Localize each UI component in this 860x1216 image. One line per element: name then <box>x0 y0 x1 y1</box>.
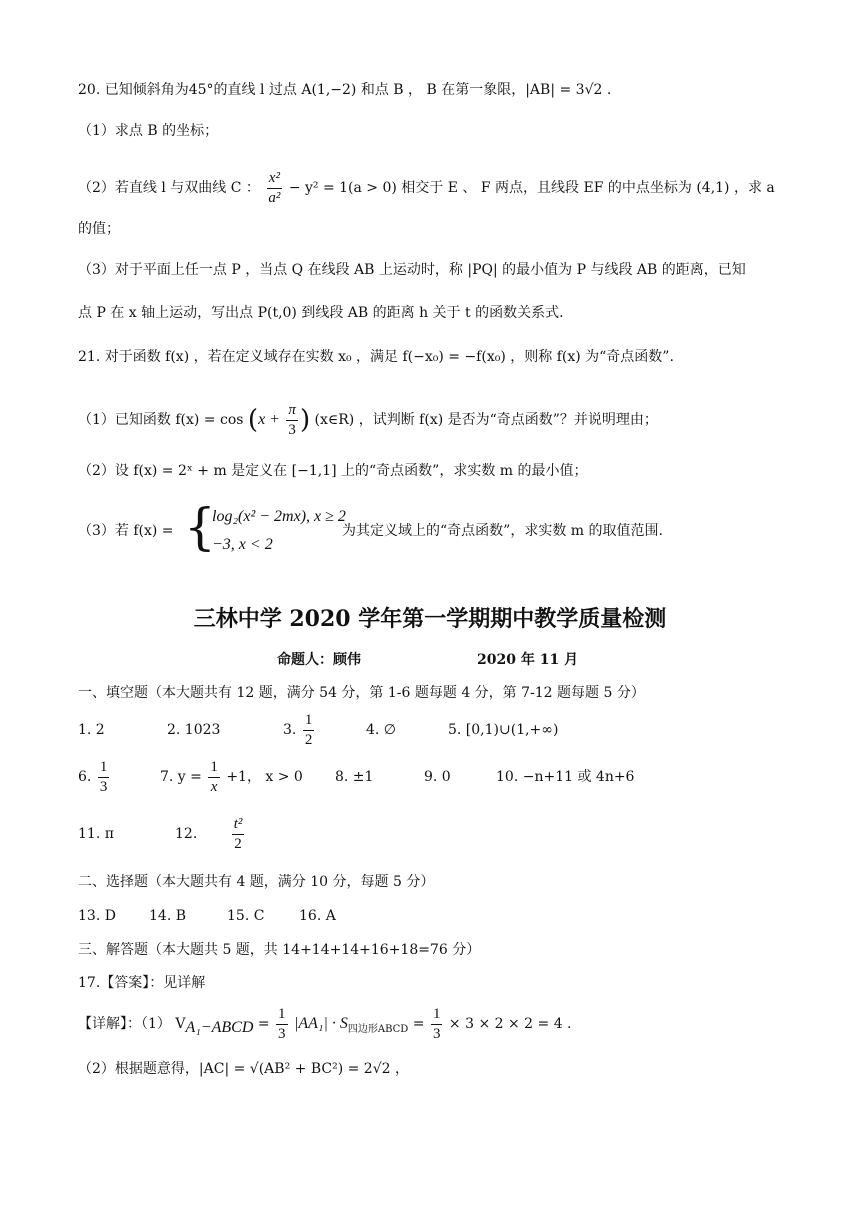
fraction-1-3: $\frac{1}{3}$ <box>99 758 108 795</box>
answer-12: 12. $\frac{\text{t²}}{2}$ <box>175 815 243 852</box>
answer-14: 14. B <box>149 908 187 924</box>
q20-part3: （3）对于平面上任一点 P ，当点 Q 在线段 AB 上运动时，称 |PQ| 的最小值为 P 与线段 AB 的距离，已知 <box>78 262 746 278</box>
answer-11: 11. π <box>78 826 114 842</box>
q21-part2: （2）设 f(x) = 2ˣ + m 是定义在 [−1,1] 上的“奇点函数”，求实数 m 的最小值； <box>78 463 588 479</box>
q21-part1: （1）已知函数 f(x) = cos (x + $\frac{\pi}{3}$ ) (x∈R) ，试判断 f(x) 是否为“奇点函数”？并说明理由； <box>78 401 658 438</box>
answer-3: 3. $\frac{1}{2}$ <box>283 711 313 748</box>
fraction-1-x: $\frac{1}{x}$ <box>210 758 218 795</box>
q20-stem: 20. 已知倾斜角为45°的直线 l 过点 A(1,−2) 和点 B ， B 在第一象限，|AB| = 3√2 . <box>78 82 612 98</box>
fraction-x2-a2: $\frac{\text{x²}}{\text{a²}}$ <box>268 169 281 206</box>
answer-2: 2. 1023 <box>167 722 221 738</box>
fraction-1-2: $\frac{1}{2}$ <box>304 711 313 748</box>
q20-part2-cont: 的值； <box>78 221 120 237</box>
q17-part2: （2）根据题意得，|AC| = √(AB² + BC²) = 2√2 ， <box>78 1061 409 1077</box>
q17-answer: 17.【答案】：见详解 <box>78 975 206 991</box>
answer-15: 15. C <box>227 908 265 924</box>
fraction-1-3-b: $\frac{1}{3}$ <box>278 1005 286 1042</box>
answer-7: 7. y = $\frac{1}{x}$ +1， x > 0 <box>160 758 303 795</box>
section1-heading: 一、填空题（本大题共有 12 题，满分 54 分，第 1-6 题每题 4 分，第 7-12 题每题 5 分） <box>78 685 645 701</box>
q20-part3-cont: 点 P 在 x 轴上运动，写出点 P(t,0) 到线段 AB 的距离 h 关于 t 的函数关系式. <box>78 305 564 321</box>
section2-heading: 二、选择题（本大题共有 4 题，满分 10 分，每题 5 分） <box>78 874 435 890</box>
q20-part2: （2）若直线 l 与双曲线 C ： $\frac{\text{x²}}{\text{a²}}$ − y² = 1(a > 0) 相交于 E 、 F 两点，且线段 EF 的中点坐标为 (4,1) ，求 a <box>78 169 775 206</box>
answer-10: 10. −n+11 或 4n+6 <box>496 769 635 785</box>
answer-4: 4. ∅ <box>366 722 397 738</box>
fraction-t2-2: $\frac{\text{t²}}{2}$ <box>233 815 243 852</box>
fraction-1-3-c: $\frac{1}{3}$ <box>432 1005 441 1042</box>
answer-5: 5. [0,1)∪(1,+∞) <box>448 722 559 738</box>
brace-symbol: { <box>184 498 216 556</box>
author-line: 命题人：顾伟 <box>277 652 361 668</box>
page-title: 三林中学 2020 学年第一学期期中教学质量检测 <box>193 606 667 632</box>
q17-detail: 【详解】：（1） $V_{A_1-ABCD}$ = $\frac{1}{3}$ $|AA_1| \cdot S_{四边形ABCD}$ = $\frac{1}{3}$ × 3 × 2 × 2 = 4 . <box>78 1005 572 1042</box>
date-line: 2020 年 11 月 <box>477 652 579 668</box>
q21-stem: 21. 对于函数 f(x) ，若在定义域存在实数 x₀ ，满足 f(−x₀) = −f(x₀) ，则称 f(x) 为“奇点函数”. <box>78 349 674 365</box>
answer-13: 13. D <box>78 908 116 924</box>
answer-6: 6. $\frac{1}{3}$ <box>78 758 108 795</box>
fraction-pi-3: $\frac{\pi}{3}$ <box>288 401 296 438</box>
answer-1: 1. 2 <box>78 722 105 738</box>
section3-heading: 三、解答题（本大题共 5 题，共 14+14+14+16+18=76 分） <box>78 942 481 958</box>
answer-8: 8. ±1 <box>335 769 374 785</box>
q20-part1: （1）求点 B 的坐标； <box>78 123 219 139</box>
answer-9: 9. 0 <box>424 769 451 785</box>
answer-16: 16. A <box>299 908 336 924</box>
